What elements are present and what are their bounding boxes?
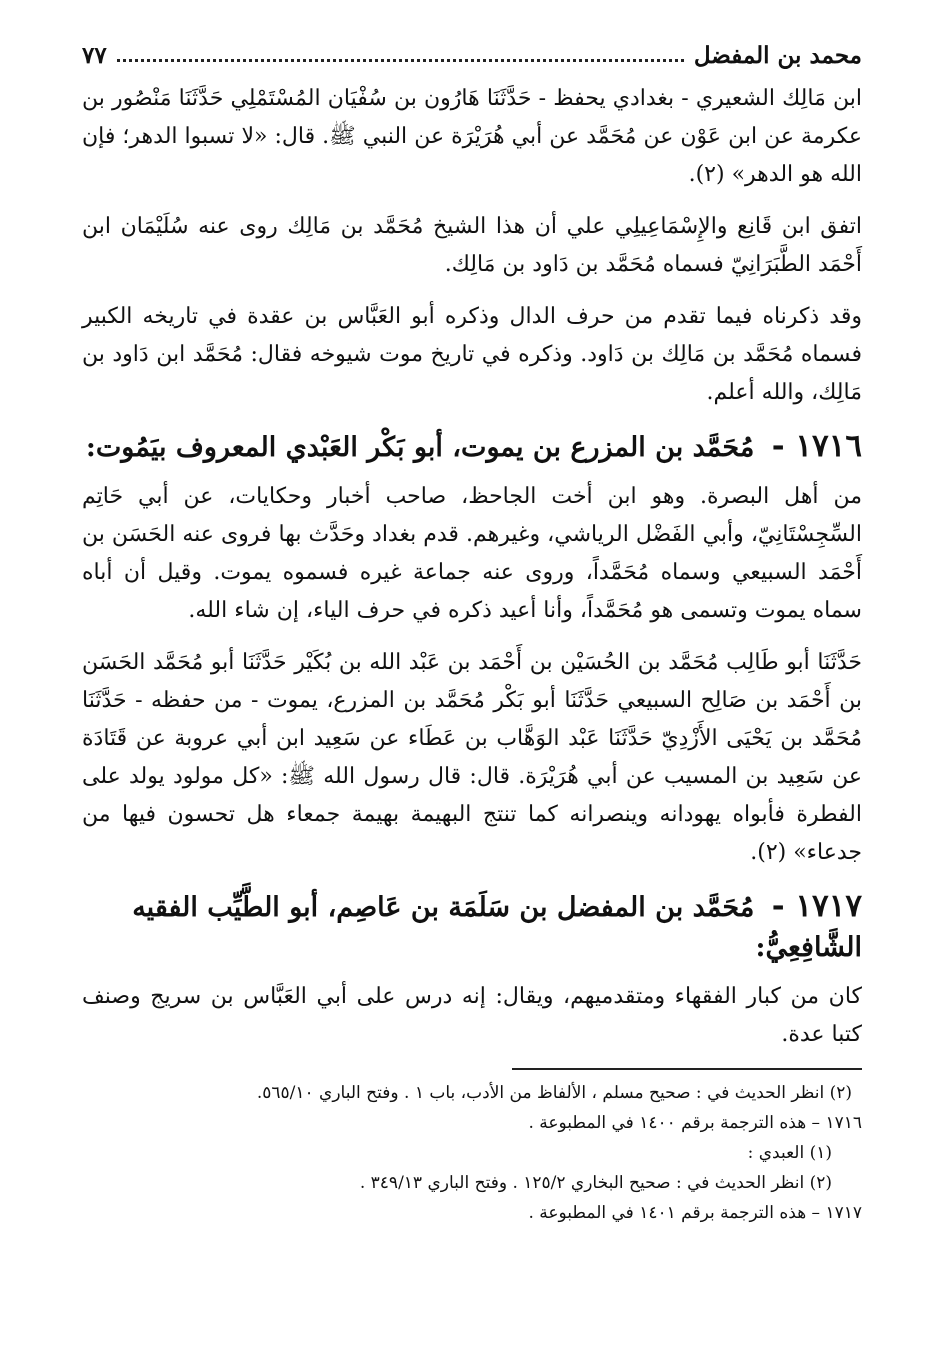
page-number: ٧٧ (82, 41, 107, 69)
entry-1717-number: ١٧١٧ - (771, 888, 862, 924)
footnote-2: ١٧١٦ – هذه الترجمة برقم ١٤٠٠ في المطبوعة . (528, 1113, 862, 1133)
book-page (82, 30, 862, 1340)
running-title: محمد بن المفضل (693, 41, 862, 69)
footnotes (82, 1078, 862, 1228)
page-header (82, 30, 862, 80)
entry-1716-paragraph-1: من أهل البصرة. وهو ابن أخت الجاحظ، صاحب أخبار وحكايات، عن أبي حَاتِم السِّجِسْتَانِيّ، وأبي الفَضْل الرياشي، وغيرهم. قدم بغداد وحَدَّث بها فروى عنه الحَسَن بن أَحْمَد السبيعي وسماه مُحَمَّداً، وروى عنه جماعة غيره فسموه يموت. وقيل أن أباه سماه يموت وتسمى هو مُحَمَّداً، وأنا أعيد ذكره في حرف الياء، إن شاء الله. (82, 484, 862, 623)
entry-1716-paragraph-2: حَدَّثَنَا أبو طَالِب مُحَمَّد بن الحُسَيْن بن أَحْمَد بن عَبْد الله بن بُكَيْر حَدَّثَنَا أبو مُحَمَّد الحَسَن بن أَحْمَد بن صَالِح السبيعي حَدَّثَنَا أبو بَكْر مُحَمَّد بن المزرع، يموت - من حفظه - حَدَّثَنَا مُحَمَّد بن يَحْيَى الأَزْدِيّ حَدَّثَنَا عَبْد الوَهَّاب بن عَطَاء عن سَعِيد ابن أبي عروبة عن قَتَادَة عن سَعِيد بن المسيب عن أبي هُرَيْرَة. قال: قال رسول الله ﷺ: «كل مولود يولد على الفطرة فأبواه يهودانه وينصرانه كما تنتج البهيمة بهيمة جمعاء هل تحسون فيها من جدعاء» (٢). (82, 650, 862, 865)
paragraph-top-1: ابن مَالِك الشعيري - بغدادي يحفظ - حَدَّثَنَا هَارُون بن سُفْيَان المُسْتَمْلِي حَدَّثَنَا مَنْصُور بن عكرمة عن ابن عَوْن عن مُحَمَّد عن أبي هُرَيْرَة عن النبي ﷺ. قال: «لا تسبوا الدهر؛ فإن الله هو الدهر» (٢). (82, 86, 862, 187)
footnote-4: (٢) انظر الحديث في : صحيح البخاري ١٢٥/٢ . وفتح الباري ٣٤٩/١٣ . (359, 1173, 832, 1193)
entry-1716-heading (82, 426, 862, 468)
footnote-5: ١٧١٧ – هذه الترجمة برقم ١٤٠١ في المطبوعة . (528, 1203, 862, 1223)
entry-1717-title: مُحَمَّد بن المفضل بن سَلَمَة بن عَاصِم، أبو الطَّيِّب الفقيه الشَّافِعِيُّ: (132, 892, 862, 963)
entry-1716-title: مُحَمَّد بن المزرع بن يموت، أبو بَكْر العَبْدي المعروف بيَمُوت: (85, 432, 755, 463)
footnote-1: (٢) انظر الحديث في : صحيح مسلم ، الألفاظ من الأدب، باب ١ . وفتح الباري ٥٦٥/١٠. (256, 1083, 852, 1103)
paragraph-top-2: اتفق ابن قَانِع والإِسْمَاعِيلِي علي أن هذا الشيخ مُحَمَّد بن مَالِك روى عنه سُلَيْمَان ابن أَحْمَد الطَّبَرَانِيّ فسماه مُحَمَّد بن دَاود بن مَالِك. (82, 214, 863, 277)
entry-1717-heading (82, 886, 862, 968)
footnote-separator (512, 1068, 862, 1070)
entry-1717-paragraph-1: كان من كبار الفقهاء ومتقدميهم، ويقال: إنه درس على أبي العَبَّاس بن سريج وصنف كتبا عدة. (82, 984, 862, 1047)
entry-1716-number: ١٧١٦ - (771, 428, 862, 464)
paragraph-top-3: وقد ذكرناه فيما تقدم من حرف الدال وذكره أبو العَبَّاس بن عقدة في تاريخه الكبير فسماه مُحَمَّد بن مَالِك بن دَاود. وذكره في تاريخ موت شيوخه فقال: مُحَمَّد ابن دَاود بن مَالِك، والله أعلم. (82, 304, 862, 405)
footnote-3: (١) العبدي : (747, 1143, 832, 1163)
header-dot-leader (117, 49, 684, 62)
